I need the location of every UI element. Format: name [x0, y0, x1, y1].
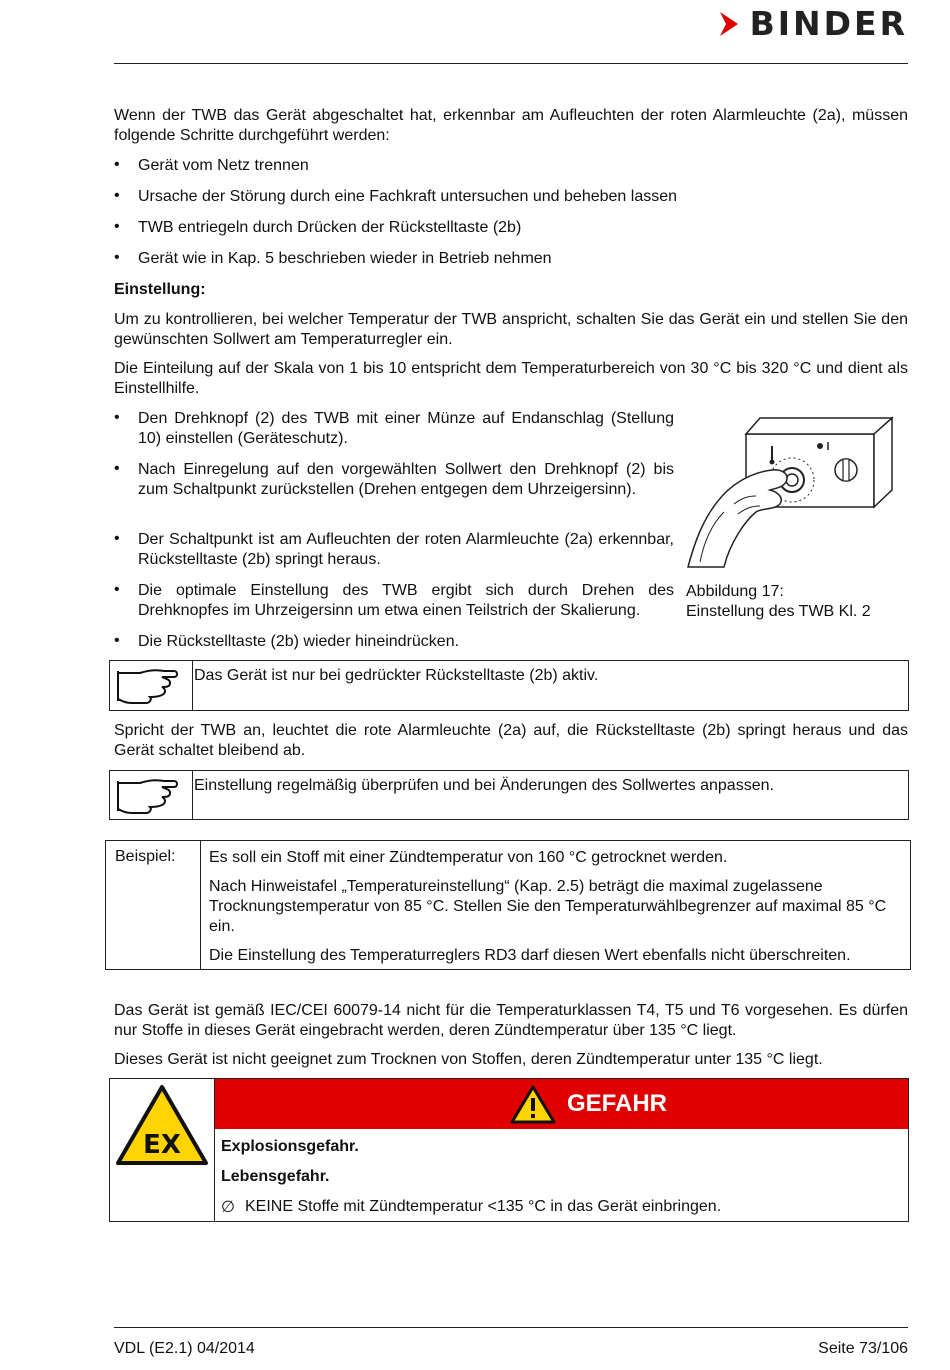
example-label: Beispiel: [115, 848, 176, 865]
iec-paragraph-1: Das Gerät ist gemäß IEC/CEI 60079-14 nicht für die Temperaturklassen T4, T5 und T6 vorgesehen. Es dürfen nur Stoffe in dieses Gerät eingebracht werden, deren Zündtemperatur über 135 °C liegt. [114, 1002, 908, 1039]
list-item-text: Gerät wie in Kap. 5 beschrieben wieder in Betrieb nehmen [138, 250, 552, 267]
footer-rule [114, 1327, 908, 1328]
figure-caption-line-2: Einstellung des TWB Kl. 2 [686, 603, 871, 620]
twb-device-illustration [686, 412, 908, 572]
list-item-text: Den Drehknopf (2) des TWB mit einer Münze auf Endanschlag (Stellung 10) einstellen (Geräteschutz). [138, 410, 674, 447]
list-item-text: TWB entriegeln durch Drücken der Rückstelltaste (2b) [138, 219, 522, 236]
note-box [109, 770, 909, 820]
einstellung-paragraph-2: Die Einteilung auf der Skala von 1 bis 10 entspricht dem Temperaturbereich von 30 °C bis 320 °C und dient als Einstellhilfe. [114, 360, 908, 397]
warning-triangle-icon [509, 1084, 557, 1124]
example-line-2: Nach Hinweistafel „Temperatureinstellung“ (Kap. 2.5) beträgt die maximal zugelassene Trocknungstemperatur von 85 °C. Stellen Sie den Temperaturwählbegrenzer auf maximal 85 °C ein. [209, 878, 887, 935]
example-divider [200, 841, 201, 969]
danger-signal-word: GEFAHR [567, 1090, 668, 1117]
pointing-hand-icon [110, 771, 193, 819]
einstellung-paragraph-1: Um zu kontrollieren, bei welcher Temperatur der TWB anspricht, schalten Sie das Gerät ein und stellen Sie den gewünschten Sollwert am Temperaturregler ein. [114, 311, 908, 348]
figure-caption-line-1: Abbildung 17: [686, 583, 784, 600]
pointing-hand-icon [110, 661, 193, 710]
list-item-text: Der Schaltpunkt ist am Aufleuchten der roten Alarmleuchte (2a) erkennbar, Rückstelltaste (2b) springt heraus. [138, 531, 674, 568]
section-heading: Einstellung: [114, 281, 206, 298]
ex-warning-icon [110, 1079, 214, 1221]
danger-box [109, 1078, 909, 1222]
list-item-text: Nach Einregelung auf den vorgewählten Sollwert den Drehknopf (2) bis zum Schaltpunkt zurückstellen (Drehen entgegen dem Uhrzeigersinn). [138, 461, 674, 498]
prohibit-icon: ∅ [221, 1199, 235, 1216]
danger-line-2: Lebensgefahr. [221, 1168, 330, 1185]
header-rule [114, 63, 908, 64]
footer-doc-id: VDL (E2.1) 04/2014 [114, 1340, 255, 1357]
note-text: Das Gerät ist nur bei gedrückter Rückstelltaste (2b) aktiv. [194, 667, 599, 684]
note-text: Einstellung regelmäßig überprüfen und bei Änderungen des Sollwertes anpassen. [194, 777, 774, 794]
intro-paragraph: Wenn der TWB das Gerät abgeschaltet hat, erkennbar am Aufleuchten der roten Alarmleuchte (2a), müssen folgende Schritte durchgeführt werden: [114, 107, 908, 144]
binder-logo [718, 4, 908, 43]
danger-line-3: KEINE Stoffe mit Zündtemperatur <135 °C in das Gerät einbringen. [245, 1198, 722, 1215]
figure-twb-adjustment [686, 412, 908, 572]
danger-header [215, 1079, 908, 1129]
danger-line-1: Explosionsgefahr. [221, 1138, 359, 1155]
iec-paragraph-2: Dieses Gerät ist nicht geeignet zum Trocknen von Stoffen, deren Zündtemperatur unter 135 °C liegt. [114, 1051, 823, 1068]
example-line-3: Die Einstellung des Temperaturreglers RD3 darf diesen Wert ebenfalls nicht überschreiten. [209, 947, 851, 964]
ex-symbol-text: EX [143, 1130, 181, 1160]
brand-name: BINDER [749, 4, 908, 43]
example-line-1: Es soll ein Stoff mit einer Zündtemperatur von 160 °C getrocknet werden. [209, 849, 728, 866]
list-item-text: Gerät vom Netz trennen [138, 157, 309, 174]
list-item-text: Ursache der Störung durch eine Fachkraft untersuchen und beheben lassen [138, 188, 678, 205]
binder-logo-icon [718, 10, 742, 38]
list-item-text: Die optimale Einstellung des TWB ergibt sich durch Drehen des Drehknopfes im Uhrzeigersinn um etwa einen Teilstrich der Skalierung. [138, 582, 674, 619]
note-box [109, 660, 909, 711]
example-box [105, 840, 911, 970]
spricht-paragraph: Spricht der TWB an, leuchtet die rote Alarmleuchte (2a) auf, die Rückstelltaste (2b) springt heraus und das Gerät schaltet bleibend ab. [114, 722, 908, 759]
footer-page-number: Seite 73/106 [818, 1340, 908, 1357]
list-item-text: Die Rückstelltaste (2b) wieder hineindrücken. [138, 633, 460, 650]
